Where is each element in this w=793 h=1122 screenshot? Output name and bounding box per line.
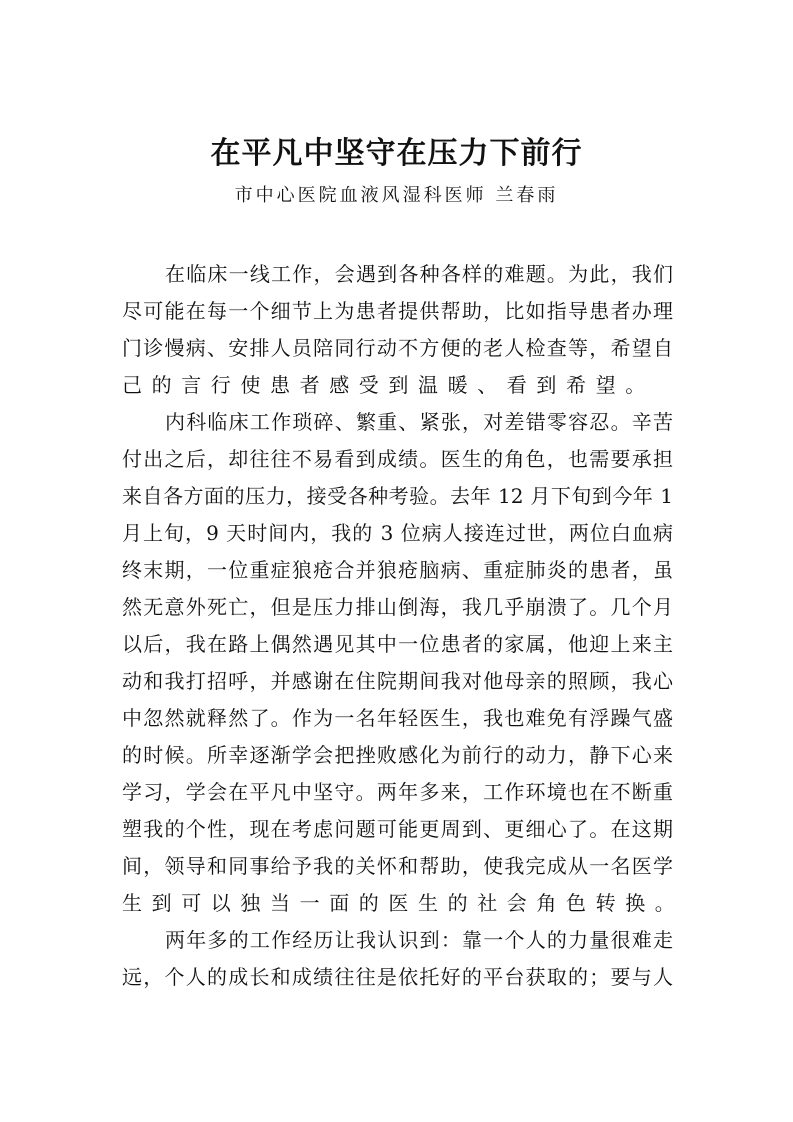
text-line: 以后，我在路上偶然遇见其中一位患者的家属，他迎上来主 <box>122 632 673 656</box>
text-line: 终末期，一位重症狼疮合并狼疮脑病、重症肺炎的患者，虽 <box>122 558 673 582</box>
document-body <box>122 256 685 996</box>
paragraph-2 <box>122 404 685 922</box>
text-line: 来自各方面的压力，接受各种考验。去年 12 月下旬到今年 1 <box>122 484 673 508</box>
paragraph-3 <box>122 922 673 996</box>
text-line: 动和我打招呼，并感谢在住院期间我对他母亲的照顾，我心 <box>122 669 673 693</box>
text-line: 月上旬，9 天时间内，我的 3 位病人接连过世，两位白血病 <box>122 521 673 545</box>
text-line: 间，领导和同事给予我的关怀和帮助，使我完成从一名医学 <box>122 854 673 878</box>
text-line: 付出之后，却往往不易看到成绩。医生的角色，也需要承担 <box>122 447 673 471</box>
author-byline: 市中心医院血液风湿科医师 兰春雨 <box>234 185 559 206</box>
text-line: 远，个人的成长和成绩往往是依托好的平台获取的；要与人 <box>122 965 673 989</box>
text-line: 尽可能在每一个细节上为患者提供帮助，比如指导患者办理 <box>122 299 673 323</box>
text-line: 己的言行使患者感受到温暖、看到希望。 <box>122 373 655 397</box>
text-line: 内科临床工作琐碎、繁重、紧张，对差错零容忍。辛苦 <box>165 410 673 434</box>
text-line: 的时候。所幸逐渐学会把挫败感化为前行的动力，静下心来 <box>122 743 673 767</box>
text-line: 两年多的工作经历让我认识到：靠一个人的力量很难走 <box>165 928 673 952</box>
paragraph-1 <box>122 256 673 404</box>
text-line: 塑我的个性，现在考虑问题可能更周到、更细心了。在这期 <box>122 817 673 841</box>
text-line: 中忽然就释然了。作为一名年轻医生，我也难免有浮躁气盛 <box>122 706 673 730</box>
text-line: 然无意外死亡，但是压力排山倒海，我几乎崩溃了。几个月 <box>122 595 673 619</box>
document-title: 在平凡中坚守在压力下前行 <box>210 136 583 171</box>
text-line: 生到可以独当一面的医生的社会角色转换。 <box>122 891 685 915</box>
text-line: 门诊慢病、安排人员陪同行动不方便的老人检查等，希望自 <box>122 336 673 360</box>
text-line: 学习，学会在平凡中坚守。两年多来，工作环境也在不断重 <box>122 780 673 804</box>
text-line: 在临床一线工作，会遇到各种各样的难题。为此，我们 <box>165 262 673 286</box>
